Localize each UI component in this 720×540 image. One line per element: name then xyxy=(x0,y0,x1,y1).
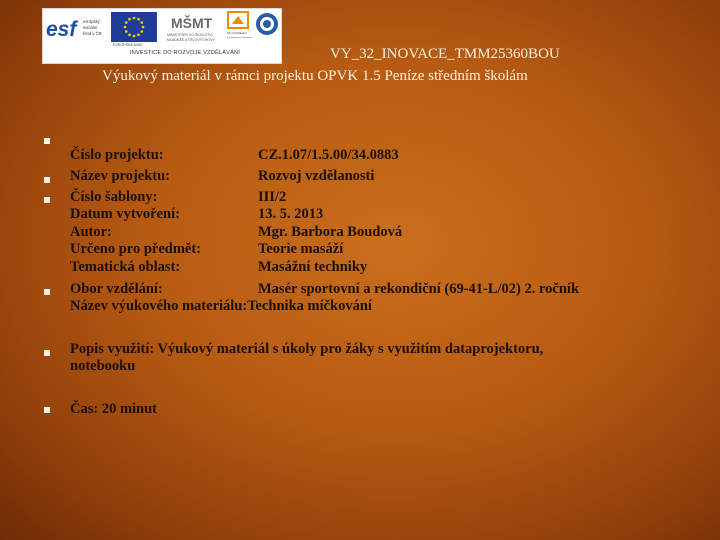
info-label-project-name: Název projektu: xyxy=(70,168,171,184)
logo-strip xyxy=(42,8,282,64)
material-name: Název výukového materiálu:Technika míčkování xyxy=(70,298,372,314)
usage-line-1: Popis využití: Výukový materiál s úkoly pro žáky s využitím dataprojektoru, xyxy=(70,341,544,357)
info-label-date: Datum vytvoření: xyxy=(70,206,180,222)
msmt-sub-2: MLÁDEŽE A TĚLOVÝCHOVY xyxy=(167,38,215,42)
info-value-project-number: CZ.1.07/1.5.00/34.0883 xyxy=(258,147,399,163)
bullet-icon xyxy=(44,350,50,356)
eu-star-icon xyxy=(133,17,136,20)
info-label-field: Obor vzdělání: xyxy=(70,281,163,297)
msmt-sub-1: MINISTERSTVO ŠKOLSTVÍ, xyxy=(167,33,214,37)
bullet-icon xyxy=(44,177,50,183)
esf-logo-label: esf xyxy=(46,18,77,41)
msmt-logo xyxy=(165,11,221,45)
info-value-field: Masér sportovní a rekondiční (69-41-L/02) 2. ročník xyxy=(258,281,580,297)
bullet-icon xyxy=(44,197,50,203)
eu-sub: EVROPSKÁ UNIE xyxy=(113,43,143,47)
info-value-author: Mgr. Barbora Boudová xyxy=(258,224,403,240)
eu-flag-icon xyxy=(111,12,157,42)
bullet-icon xyxy=(44,138,50,144)
info-value-thematic-area: Masážní techniky xyxy=(258,259,368,275)
school-seal-icon xyxy=(255,11,279,41)
eu-star-icon xyxy=(137,33,140,36)
usage-line-2: notebooku xyxy=(70,358,136,374)
info-label-author: Autor: xyxy=(70,224,112,240)
time-estimate: Čas: 20 minut xyxy=(70,401,158,417)
eu-star-icon xyxy=(124,26,127,29)
info-value-date: 13. 5. 2013 xyxy=(258,206,324,222)
eu-star-icon xyxy=(128,18,131,21)
info-value-project-name: Rozvoj vzdělanosti xyxy=(258,168,375,184)
eu-star-icon xyxy=(140,30,143,33)
esf-sub-2: sociální xyxy=(83,25,98,30)
info-value-subject: Teorie masáží xyxy=(258,241,344,257)
eu-star-icon xyxy=(133,35,136,38)
eu-star-icon xyxy=(125,30,128,33)
eu-star-icon xyxy=(125,21,128,24)
info-label-subject: Určeno pro předmět: xyxy=(70,241,202,257)
opvk-sub-1: OP Vzdělávání xyxy=(227,31,247,35)
logo-tagline: INVESTICE DO ROZVOJE VZDĚLÁVÁNÍ xyxy=(129,50,240,56)
eu-star-icon xyxy=(137,18,140,21)
bullet-icon xyxy=(44,289,50,295)
msmt-logo-label: MŠMT xyxy=(171,15,213,31)
opvk-logo-icon xyxy=(227,11,253,41)
info-label-thematic-area: Tematická oblast: xyxy=(70,259,181,275)
eu-star-icon xyxy=(128,33,131,36)
info-label-project-number: Číslo projektu: xyxy=(70,147,164,163)
esf-logo xyxy=(45,12,105,48)
material-code: VY_32_INOVACE_TMM25360BOU xyxy=(330,46,560,62)
eu-star-icon xyxy=(140,21,143,24)
esf-sub-3: fond v ČR xyxy=(83,31,102,36)
esf-sub-1: evropský xyxy=(83,19,100,24)
info-label-template-number: Číslo šablony: xyxy=(70,189,158,205)
opvk-sub-2: pro konkurenceschopnost xyxy=(227,37,253,39)
info-value-template-number: III/2 xyxy=(258,189,287,205)
bullet-icon xyxy=(44,407,50,413)
eu-star-icon xyxy=(142,26,145,29)
project-description: Výukový materiál v rámci projektu OPVK 1.5 Peníze středním školám xyxy=(102,68,528,84)
